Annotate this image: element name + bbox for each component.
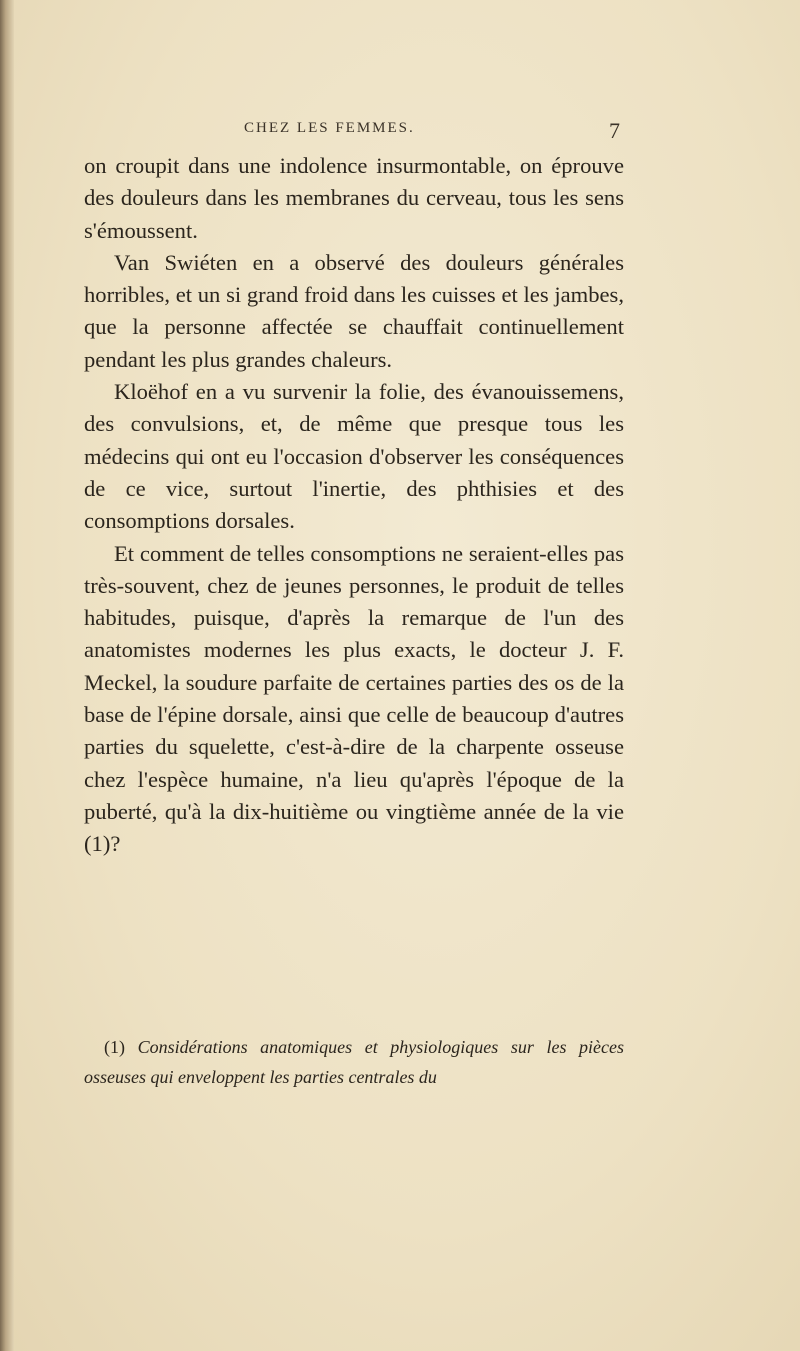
paragraph-2: Van Swiéten en a observé des douleurs générales horribles, et un si grand froid dans les cuisses et les jambes, que la personne affectée se chauffait continuellement pendant les plus grandes chaleurs. [84,249,624,372]
page-number: 7 [609,118,620,143]
paragraph-1: on croupit dans une indolence insurmontable, on éprouve des douleurs dans les membranes du cerveau, tous les sens s'émoussent. [84,153,624,243]
footnote-marker: (1) [104,1037,125,1057]
footnote-paragraph [84,1032,624,1092]
footnote [84,1032,624,1092]
paragraph-4: Et comment de telles consomptions ne seraient-elles pas très-souvent, chez de jeunes personnes, le produit de telles habitudes, puisque, d'après la remarque de l'un des anatomistes modernes les plus exacts, le docteur J. F. Meckel, la soudure parfaite de certaines parties des os de la base de l'épine dorsale, ainsi que celle de beaucoup d'autres parties du squelette, c'est-à-dire de la charpente osseuse chez l'espèce humaine, n'a lieu qu'après l'époque de la puberté, qu'à la dix-huitième ou vingtième année de la vie (1)? [84,540,624,857]
body-text [84,150,624,861]
running-head [84,118,624,148]
paragraph-3: Kloëhof en a vu survenir la folie, des évanouissemens, des convulsions, et, de même que presque tous les médecins qui ont eu l'occasion d'observer les conséquences de ce vice, surtout l'inertie, des phthisies et des consomptions dorsales. [84,379,624,534]
page-binding-edge [0,0,14,1351]
running-title: CHEZ LES FEMMES. [244,120,415,136]
footnote-text: Considérations anatomiques et physiologiques sur les pièces osseuses qui enveloppent les parties centrales du [84,1037,625,1087]
